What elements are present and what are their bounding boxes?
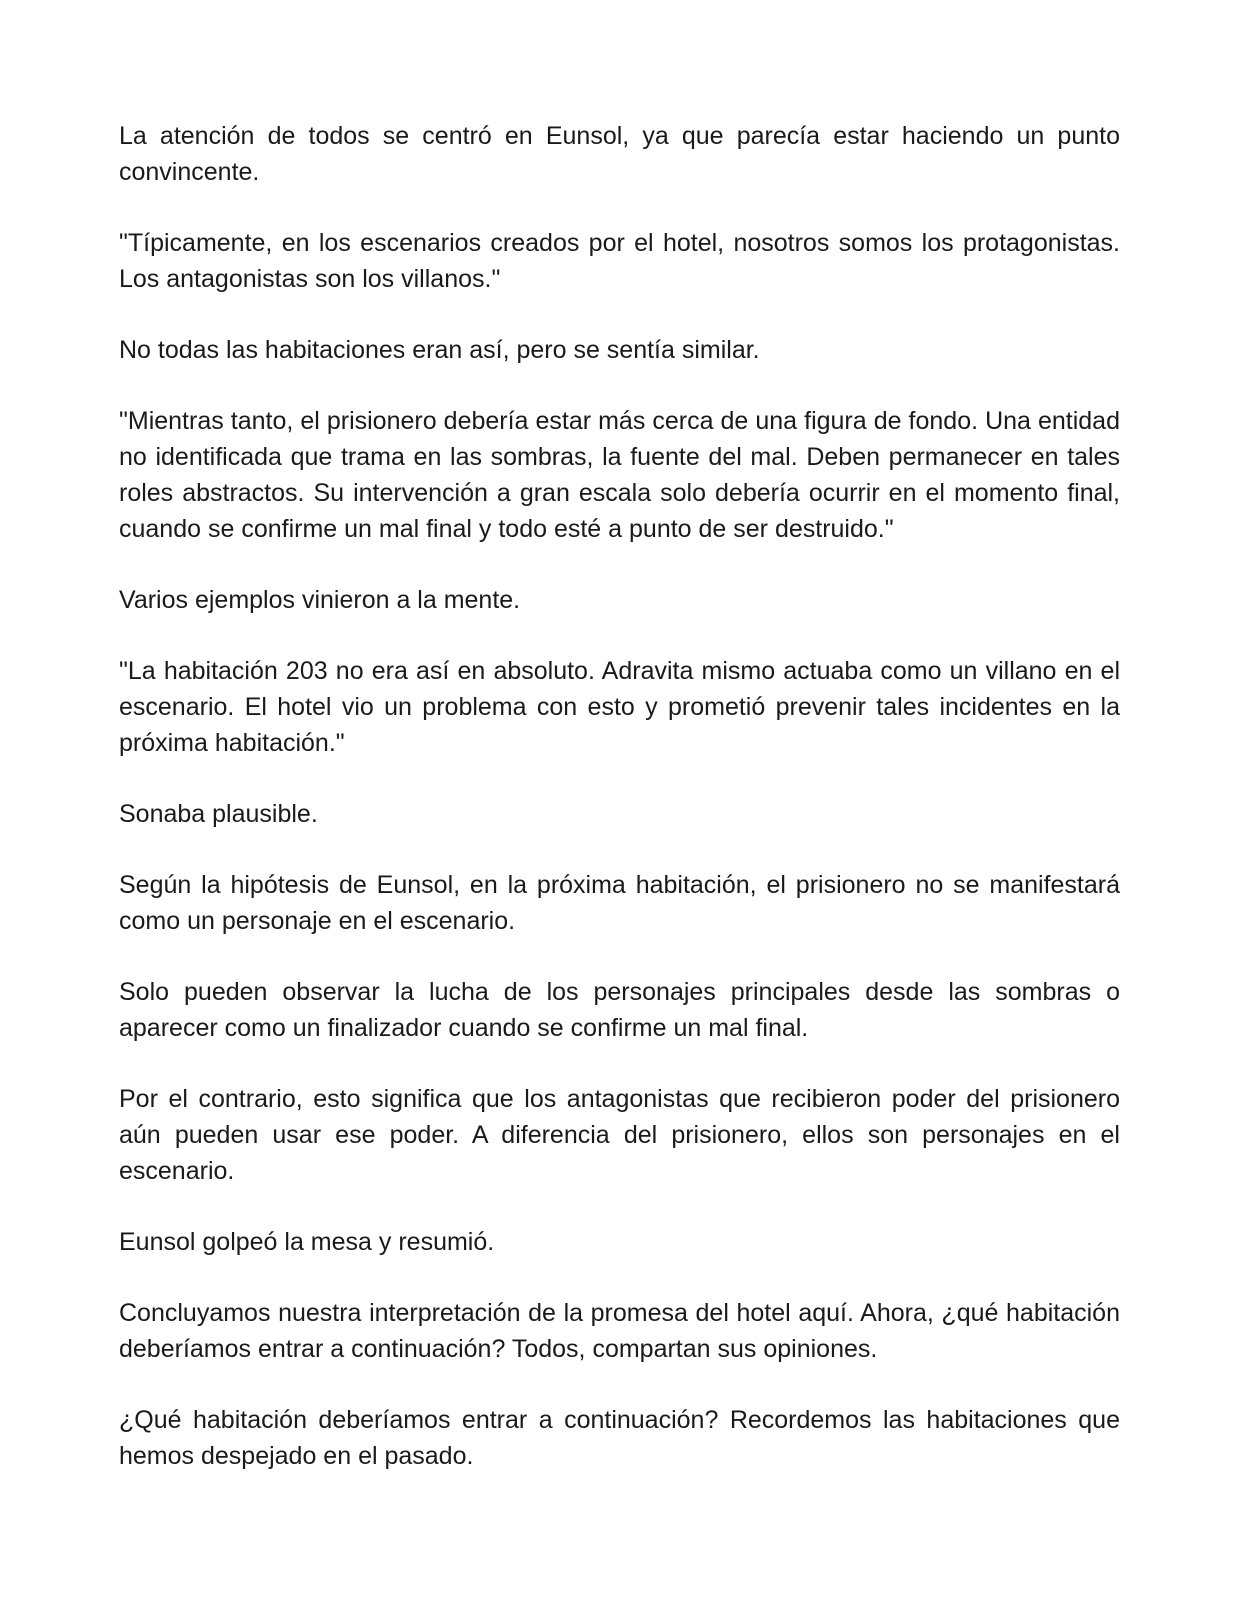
paragraph: "Mientras tanto, el prisionero debería estar más cerca de una figura de fondo. Una entidad no identificada que trama en las sombras, la fuente del mal. Deben permanecer en tales roles abstractos. Su intervención a gran escala solo debería ocurrir en el momento final, cuando se confirme un mal final y todo esté a punto de ser destruido." — [119, 407, 1120, 543]
paragraph: No todas las habitaciones eran así, pero se sentía similar. — [119, 336, 760, 364]
document-page — [119, 118, 1120, 1474]
paragraph: La atención de todos se centró en Eunsol, ya que parecía estar haciendo un punto convincente. — [119, 122, 1120, 186]
paragraph: Según la hipótesis de Eunsol, en la próxima habitación, el prisionero no se manifestará como un personaje en el escenario. — [119, 871, 1120, 935]
paragraph: "La habitación 203 no era así en absoluto. Adravita mismo actuaba como un villano en el escenario. El hotel vio un problema con esto y prometió prevenir tales incidentes en la próxima habitación." — [119, 657, 1120, 757]
paragraph: "Típicamente, en los escenarios creados por el hotel, nosotros somos los protagonistas. Los antagonistas son los villanos." — [119, 229, 1120, 293]
paragraph: Varios ejemplos vinieron a la mente. — [119, 586, 521, 614]
paragraph: ¿Qué habitación deberíamos entrar a continuación? Recordemos las habitaciones que hemos despejado en el pasado. — [119, 1406, 1120, 1470]
paragraph: Solo pueden observar la lucha de los personajes principales desde las sombras o aparecer como un finalizador cuando se confirme un mal final. — [119, 978, 1120, 1042]
paragraph: Sonaba plausible. — [119, 800, 318, 828]
paragraph: Por el contrario, esto significa que los antagonistas que recibieron poder del prisionero aún pueden usar ese poder. A diferencia del prisionero, ellos son personajes en el escenario. — [119, 1085, 1120, 1185]
paragraph: Eunsol golpeó la mesa y resumió. — [119, 1228, 495, 1256]
paragraph: Concluyamos nuestra interpretación de la promesa del hotel aquí. Ahora, ¿qué habitación deberíamos entrar a continuación? Todos, compartan sus opiniones. — [119, 1299, 1120, 1363]
